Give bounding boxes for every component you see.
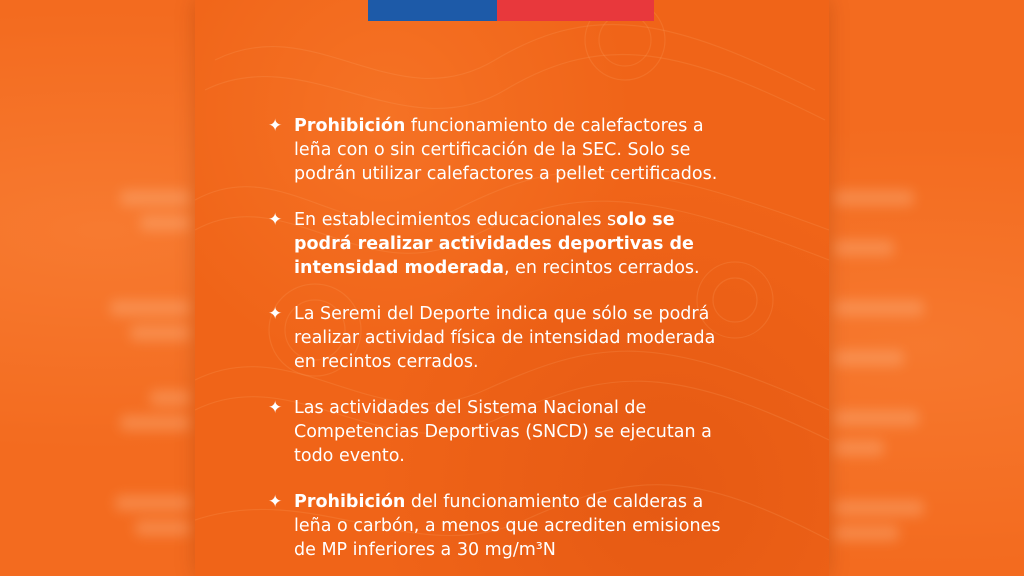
list-item-line: [294, 326, 768, 350]
chile-flag-stripe: [368, 0, 654, 21]
list-item: [268, 302, 768, 374]
blurred-left-background: [0, 0, 195, 576]
blurred-right-background: [829, 0, 1024, 576]
list-item-line: [294, 514, 768, 538]
text: todo evento.: [294, 446, 405, 466]
list-item: [268, 208, 768, 280]
text: La Seremi del Deporte indica que sólo se podrá: [294, 304, 710, 324]
bold-text: intensidad moderada: [294, 258, 504, 278]
list-item-line: [294, 538, 768, 562]
text: leña con o sin certificación de la SEC. Solo se: [294, 140, 691, 160]
list-item: [268, 114, 768, 186]
bullet-list: [268, 114, 768, 576]
text: de MP inferiores a 30 mg/m³N: [294, 540, 556, 560]
list-item-line: [294, 396, 768, 420]
text: Competencias Deportivas (SNCD) se ejecutan a: [294, 422, 712, 442]
text: En establecimientos educacionales s: [294, 210, 617, 230]
list-item-line: [294, 490, 768, 514]
list-item: [268, 396, 768, 468]
text: realizar actividad física de intensidad moderada: [294, 328, 716, 348]
flag-blue-section: [368, 0, 497, 21]
text: , en recintos cerrados.: [503, 258, 700, 278]
four-point-star-icon: ✦: [268, 304, 283, 324]
text: podrán utilizar calefactores a pellet certificados.: [294, 164, 718, 184]
list-item-line: [294, 138, 768, 162]
bold-text: Prohibición: [294, 492, 406, 512]
text: del funcionamiento de calderas a: [405, 492, 704, 512]
four-point-star-icon: ✦: [268, 116, 283, 136]
text: en recintos cerrados.: [294, 352, 479, 372]
text: funcionamiento de calefactores a: [405, 116, 704, 136]
list-item-line: [294, 444, 768, 468]
bold-text: podrá realizar actividades deportivas de: [294, 234, 694, 254]
four-point-star-icon: ✦: [268, 492, 283, 512]
list-item-line: [294, 208, 768, 232]
list-item-line: [294, 256, 768, 280]
list-item: [268, 490, 768, 562]
text: Las actividades del Sistema Nacional de: [294, 398, 647, 418]
list-item-line: [294, 350, 768, 374]
bold-text: Prohibición: [294, 116, 406, 136]
list-item-line: [294, 114, 768, 138]
list-item-line: [294, 302, 768, 326]
list-item-line: [294, 232, 768, 256]
flag-red-section: [497, 0, 654, 21]
list-item-line: [294, 420, 768, 444]
four-point-star-icon: ✦: [268, 398, 283, 418]
four-point-star-icon: ✦: [268, 210, 283, 230]
text: leña o carbón, a menos que acrediten emisiones: [294, 516, 721, 536]
list-item-line: [294, 162, 768, 186]
bold-text: olo se: [616, 210, 675, 230]
